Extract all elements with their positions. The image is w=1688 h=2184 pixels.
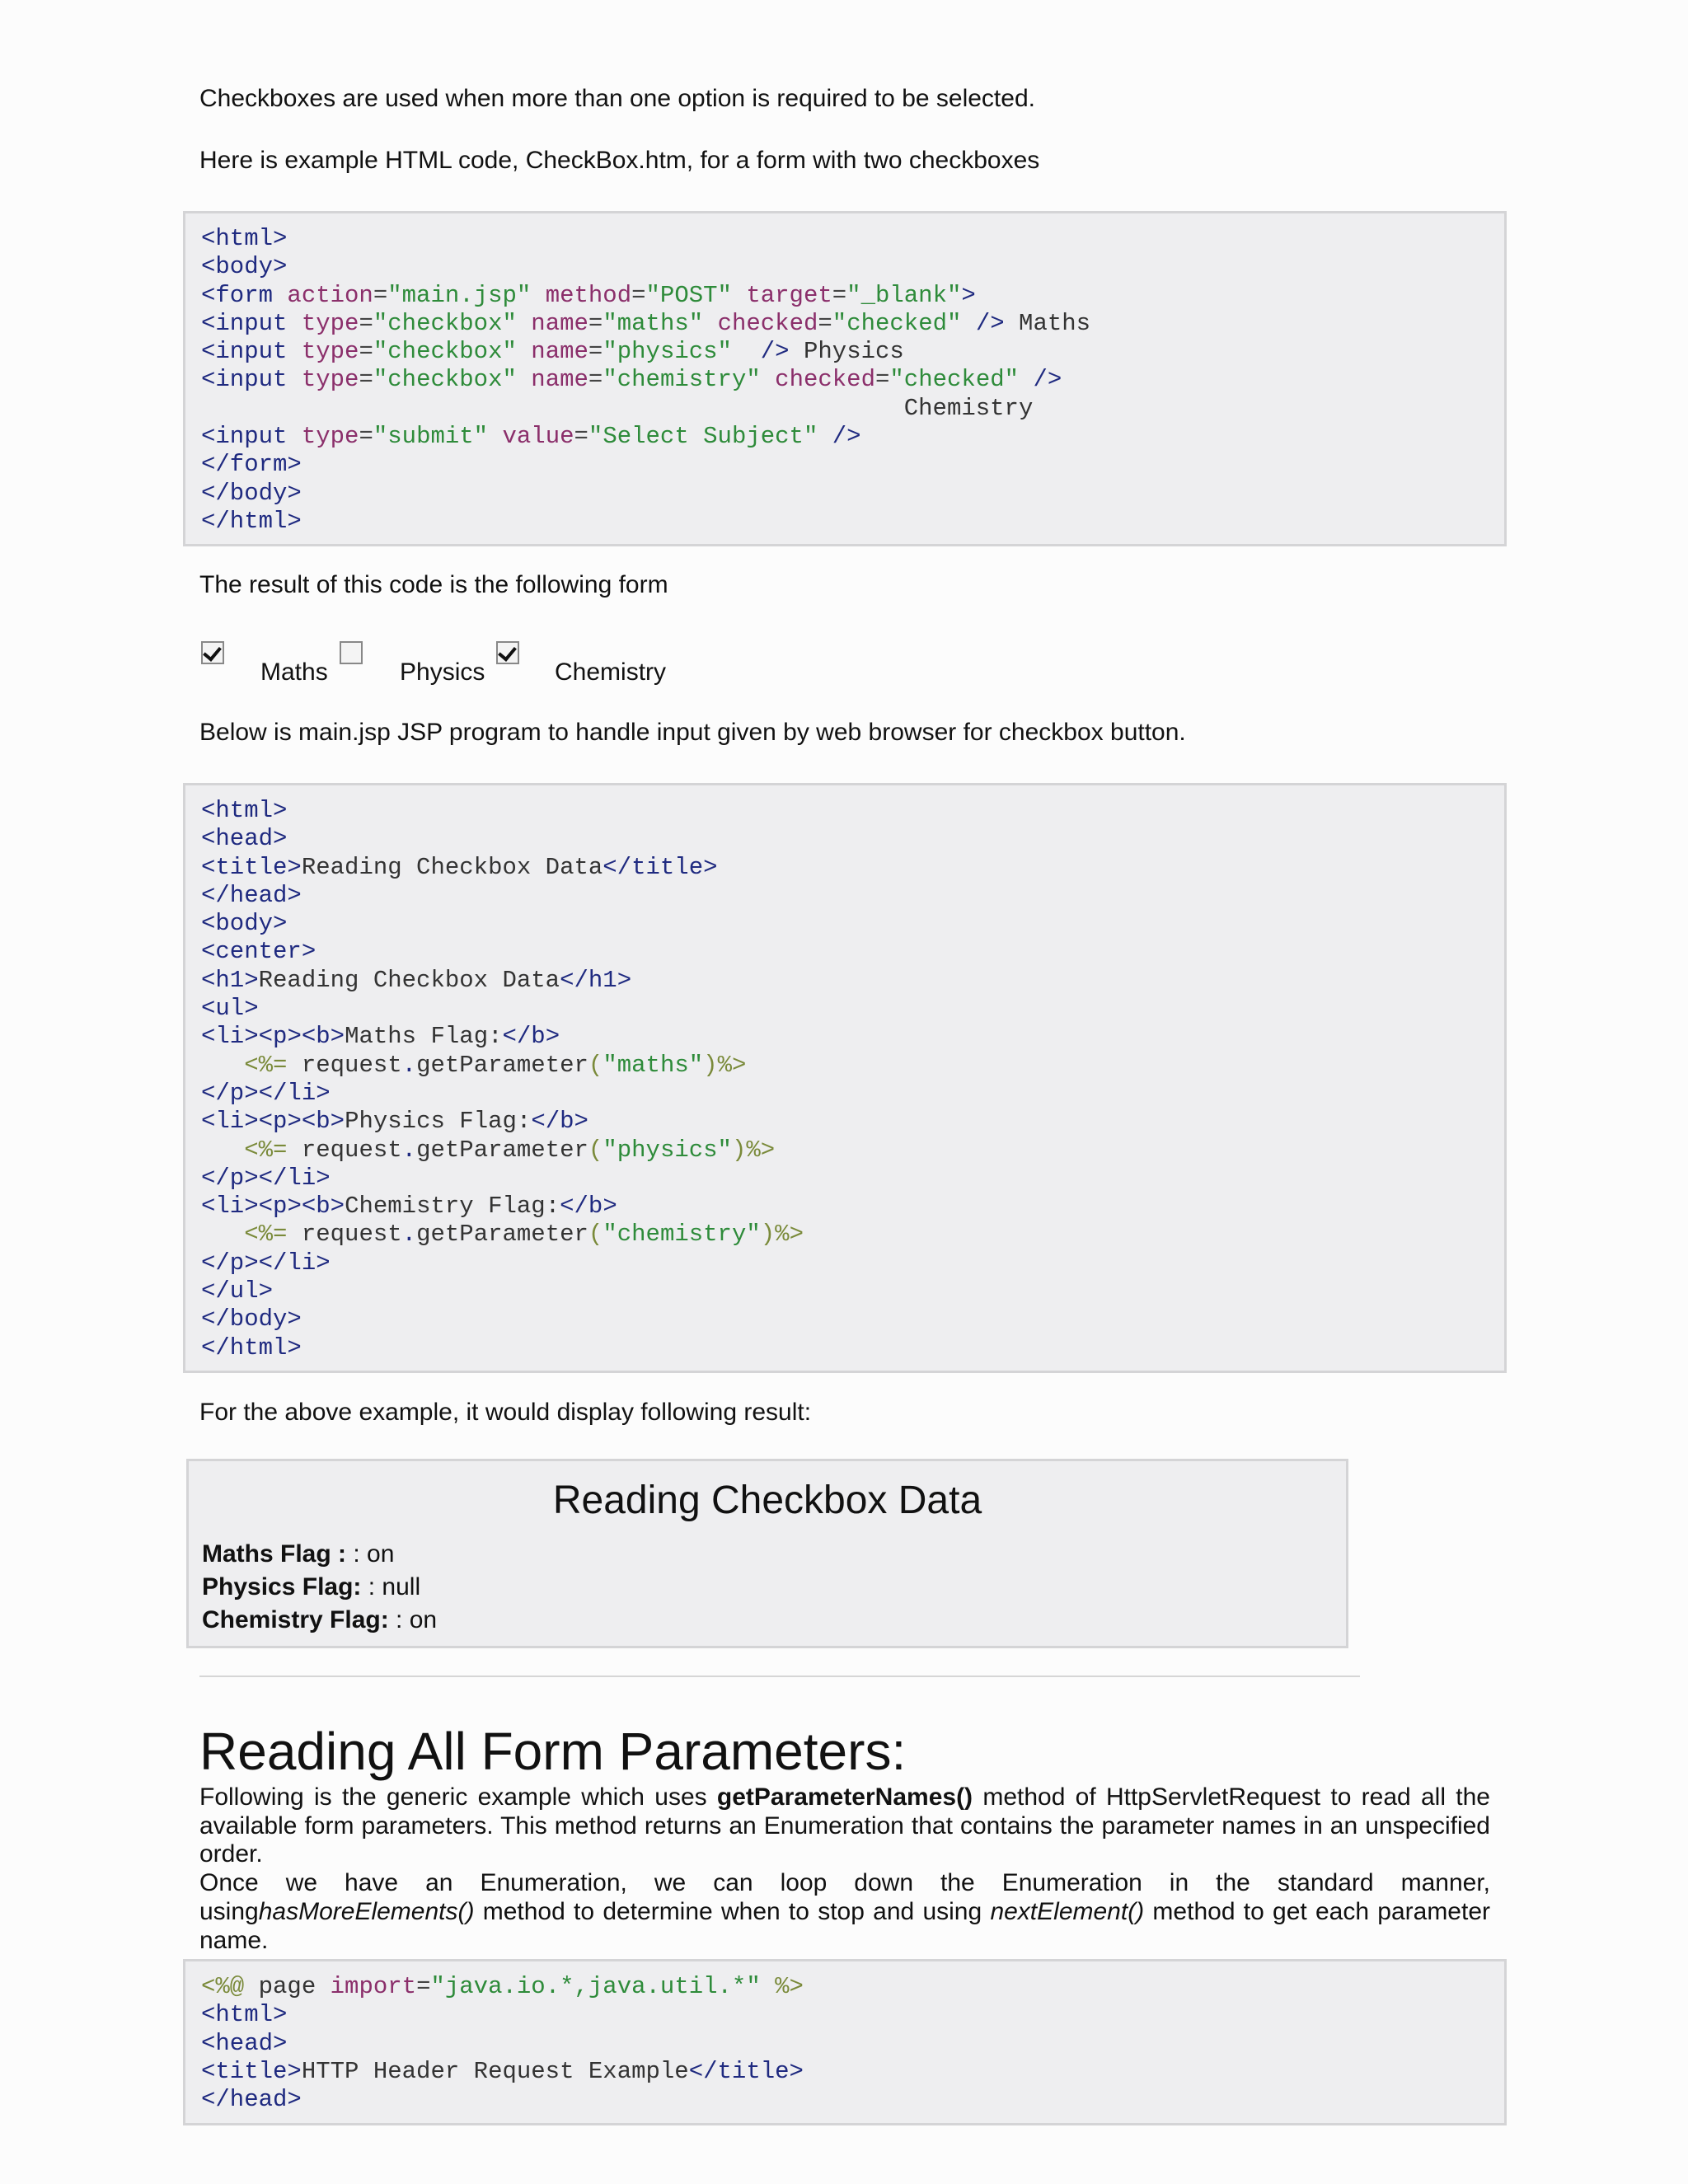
code1-line: <body> bbox=[201, 253, 288, 281]
code1-line: <input type="checkbox" name="chemistry" checked="checked" /> bbox=[201, 366, 1062, 394]
result-row-chemistry bbox=[202, 1604, 437, 1637]
result-value: : null bbox=[361, 1573, 421, 1601]
code2-line: <head> bbox=[201, 825, 288, 853]
result-value: : on bbox=[346, 1540, 395, 1568]
chemistry-checkbox[interactable] bbox=[496, 641, 519, 664]
code1-line: </form> bbox=[201, 451, 302, 479]
code1-line: </body> bbox=[201, 479, 302, 507]
code2-line: <center> bbox=[201, 938, 316, 966]
code2-line: <body> bbox=[201, 910, 288, 938]
code3-line: <%@ page import="java.io.*,java.util.*" %> bbox=[201, 1973, 804, 2000]
code2-line: </p></li> bbox=[201, 1249, 331, 1277]
code1-line: <html> bbox=[201, 225, 288, 252]
code2-line: <h1>Reading Checkbox Data</h1> bbox=[201, 966, 632, 994]
code3-line: <html> bbox=[201, 2001, 288, 2029]
code1-line: <input type="checkbox" name="maths" checked="checked" /> Maths bbox=[201, 309, 1091, 337]
code2-line: <li><p><b>Maths Flag:</b> bbox=[201, 1023, 560, 1051]
result-label: Maths Flag : bbox=[202, 1540, 347, 1568]
code2-line: <html> bbox=[201, 797, 288, 824]
result-row-physics bbox=[202, 1571, 437, 1604]
code2-line: <%= request.getParameter("chemistry")%> bbox=[244, 1221, 804, 1249]
display-intro-text: For the above example, it would display following result: bbox=[199, 1399, 812, 1426]
code2-line: <li><p><b>Physics Flag:</b> bbox=[201, 1108, 588, 1136]
intro-paragraph-1: Checkboxes are used when more than one option is required to be selected. bbox=[199, 85, 1035, 112]
code2-line: <%= request.getParameter("maths")%> bbox=[244, 1051, 747, 1079]
section-body bbox=[199, 1783, 1490, 1955]
code2-line: </html> bbox=[201, 1333, 302, 1361]
code1-line: </html> bbox=[201, 507, 302, 535]
text-run: method to get each parameter name. bbox=[199, 1897, 1491, 1954]
section-paragraph-2-line-1: Once we have an Enumeration, we can loop down the Enumeration in the standard manner, bbox=[199, 1869, 1490, 1897]
physics-label: Physics bbox=[400, 658, 485, 686]
result-output-box bbox=[186, 1459, 1348, 1648]
code2-line: <%= request.getParameter("physics")%> bbox=[244, 1136, 776, 1164]
horizontal-divider bbox=[199, 1675, 1360, 1677]
physics-checkbox[interactable] bbox=[340, 641, 363, 664]
code3-line: <head> bbox=[201, 2029, 288, 2057]
checkbox-form-preview bbox=[199, 635, 941, 692]
code1-line: <input type="checkbox" name="physics" /> Physics bbox=[201, 338, 904, 366]
intro-paragraph-2: Here is example HTML code, CheckBox.htm, for a form with two checkboxes bbox=[199, 147, 1040, 174]
code2-line: </ul> bbox=[201, 1277, 274, 1305]
code3-line: <title>HTTP Header Request Example</title> bbox=[201, 2057, 804, 2085]
code2-line: </body> bbox=[201, 1305, 302, 1333]
result-row-maths bbox=[202, 1538, 437, 1571]
code-block-checkbox-htm bbox=[183, 211, 1507, 546]
jsp-intro-text: Below is main.jsp JSP program to handle input given by web browser for checkbox button. bbox=[199, 719, 1186, 746]
method-name: nextElement() bbox=[990, 1897, 1145, 1925]
code1-line: Chemistry bbox=[201, 394, 1034, 422]
section-paragraph-1 bbox=[199, 1783, 1490, 1869]
result-label: Chemistry Flag: bbox=[202, 1606, 389, 1633]
text-run: using bbox=[199, 1897, 259, 1925]
section-paragraph-2 bbox=[199, 1898, 1490, 1955]
chemistry-label: Chemistry bbox=[555, 658, 667, 686]
code2-line: </head> bbox=[201, 881, 302, 909]
maths-checkbox[interactable] bbox=[201, 641, 224, 664]
method-name: hasMoreElements() bbox=[258, 1897, 475, 1925]
code2-line: </p></li> bbox=[201, 1164, 331, 1192]
result-label: Physics Flag: bbox=[202, 1573, 362, 1601]
text-run: method of HttpServletRequest to read all the available form parameters. This method returns an Enumeration that contains the parameter names in an unspecified order. bbox=[199, 1783, 1490, 1868]
result-title: Reading Checkbox Data bbox=[552, 1479, 982, 1522]
text-run: Following is the generic example which uses bbox=[199, 1783, 717, 1811]
code2-line: <ul> bbox=[201, 995, 259, 1023]
code2-line: <title>Reading Checkbox Data</title> bbox=[201, 853, 718, 881]
maths-label: Maths bbox=[260, 658, 328, 686]
section-heading: Reading All Form Parameters: bbox=[199, 1722, 907, 1781]
method-name: getParameterNames() bbox=[716, 1783, 973, 1811]
result-value: : on bbox=[388, 1606, 438, 1633]
code1-line: <input type="submit" value="Select Subject" /> bbox=[201, 423, 861, 451]
code-block-form-params bbox=[183, 1959, 1507, 2125]
result-intro-text: The result of this code is the following form bbox=[199, 571, 668, 598]
code3-line: </head> bbox=[201, 2086, 302, 2114]
code-block-main-jsp bbox=[183, 783, 1507, 1373]
code2-line: <li><p><b>Chemistry Flag:</b> bbox=[201, 1193, 617, 1221]
text-run: method to determine when to stop and using bbox=[474, 1897, 991, 1925]
code2-line: </p></li> bbox=[201, 1079, 331, 1107]
code1-line: <form action="main.jsp" method="POST" target="_blank"> bbox=[201, 281, 976, 309]
